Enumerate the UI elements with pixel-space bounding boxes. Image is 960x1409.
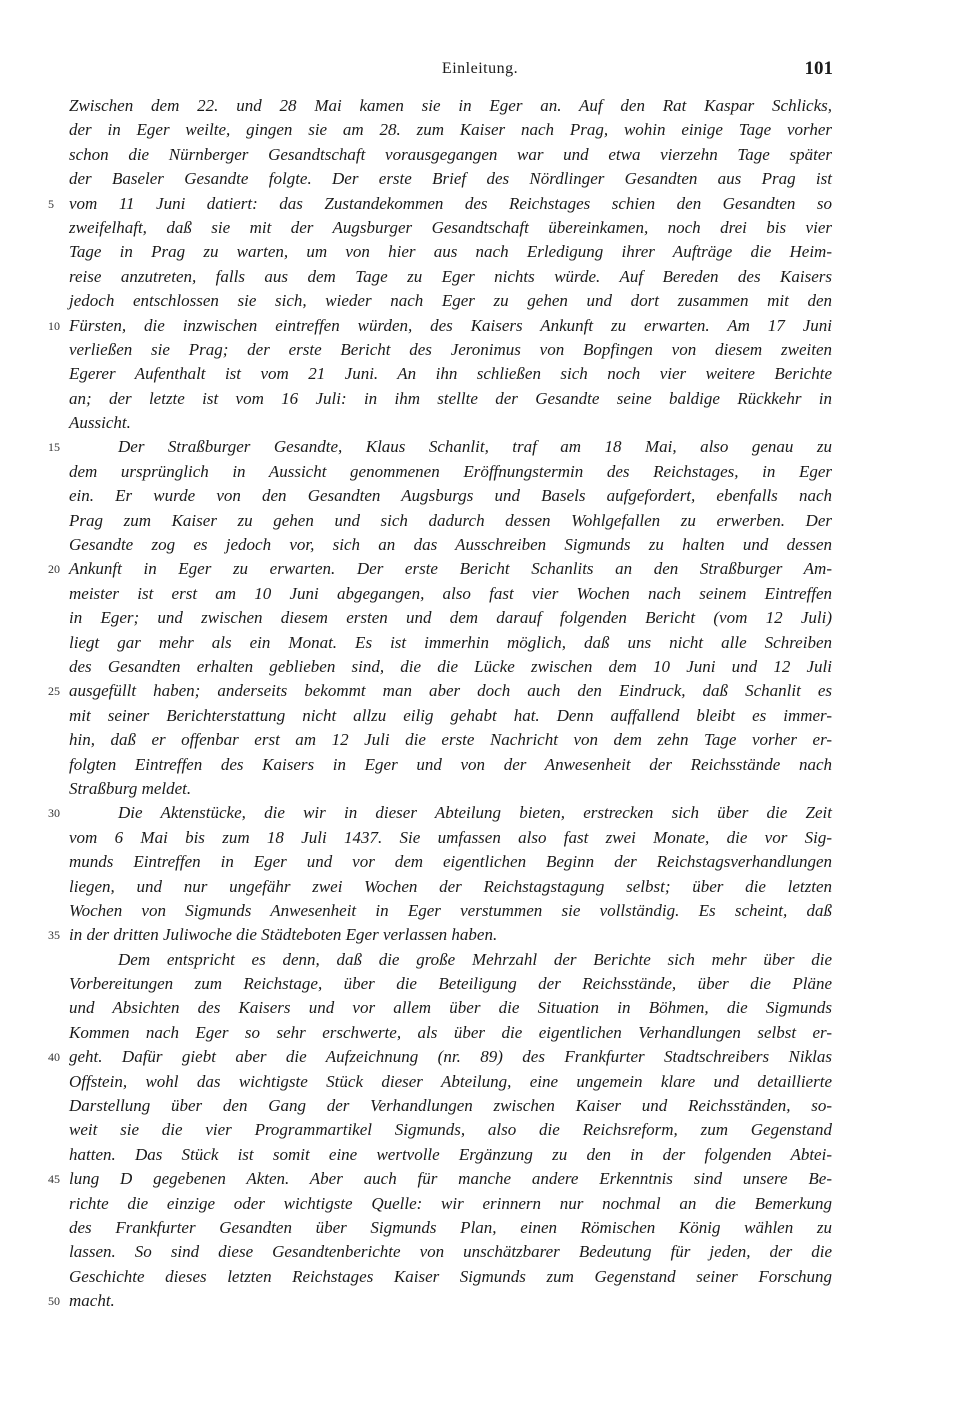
line-text: verließen sie Prag; der erste Bericht des Jeronimus von Bopfingen von diesem zweiten — [69, 339, 832, 359]
text-line — [0, 631, 960, 655]
line-text: mit seiner Berichterstattung nicht allzu eilig gehabt hat. Denn auffallend bleibt es immer- — [69, 705, 832, 725]
text-line — [0, 265, 960, 289]
text-line — [0, 192, 960, 216]
text-line — [0, 996, 960, 1020]
line-text: Zwischen dem 22. und 28 Mai kamen sie in Eger an. Auf den Rat Kaspar Schlicks, — [69, 96, 832, 115]
line-text: schon die Nürnberger Gesandtschaft vorausgegangen war und etwa vierzehn Tage später — [69, 144, 832, 164]
line-text: Kommen nach Eger so sehr erschwerte, als über die eigentlichen Verhandlungen selbst er- — [69, 1022, 832, 1042]
line-text: Wochen von Sigmunds Anwesenheit in Eger verstummen sie vollständig. Es scheint, daß — [69, 900, 832, 920]
line-number: 25 — [48, 684, 60, 699]
text-line — [0, 1192, 960, 1216]
line-text: Egerer Aufenthalt ist vom 21 Juni. An ihn schließen sich noch vier weitere Berichte — [69, 364, 832, 384]
text-line — [0, 704, 960, 728]
line-text: liegen, und nur ungefähr zwei Wochen der Reichstagstagung selbst; über die letzten — [69, 876, 832, 896]
text-line — [0, 216, 960, 240]
text-line — [0, 338, 960, 362]
line-text: Der Straßburger Gesandte, Klaus Schanlit, traf am 18 Mai, also genau zu — [118, 437, 832, 457]
line-text: Tage in Prag zu warten, um von hier aus nach Erledigung ihrer Aufträge die Heim- — [69, 242, 832, 262]
text-line — [0, 899, 960, 923]
line-text: macht. — [69, 1291, 115, 1311]
line-number: 50 — [48, 1294, 60, 1309]
text-line — [0, 1118, 960, 1142]
line-text: hatten. Das Stück ist somit eine wertvolle Ergänzung zu den in der folgenden Abtei- — [69, 1144, 832, 1164]
text-line — [0, 1070, 960, 1094]
line-text: des Frankfurter Gesandten über Sigmunds Plan, einen Römischen König wählen zu — [69, 1217, 832, 1237]
line-number: 15 — [48, 440, 60, 455]
text-line — [0, 1265, 960, 1289]
line-text: Aussicht. — [69, 413, 131, 433]
line-text: Prag zum Kaiser zu gehen und sich dadurch dessen Wohlgefallen zu erwerben. Der — [69, 510, 832, 530]
line-text: hin, daß er offenbar erst am 12 Juli die erste Nachricht von dem zehn Tage vorher er- — [69, 730, 832, 750]
text-line — [0, 1021, 960, 1045]
line-text: vom 6 Mai bis zum 18 Juli 1437. Sie umfassen also fast zwei Monate, die vor Sig- — [69, 827, 832, 847]
text-line — [0, 509, 960, 533]
text-line — [0, 460, 960, 484]
line-text: Fürsten, die inzwischen eintreffen würden, des Kaisers Ankunft zu erwarten. Am 17 Juni — [69, 315, 832, 335]
line-text: lung D gegebenen Akten. Aber auch für manche andere Erkenntnis sind unsere Be- — [69, 1169, 832, 1189]
text-line — [0, 167, 960, 191]
text-line — [0, 1167, 960, 1191]
text-line — [0, 240, 960, 264]
body-text — [0, 94, 960, 1314]
text-line — [0, 387, 960, 411]
line-text: des Gesandten erhalten geblieben sind, die die Lücke zwischen dem 10 Juni und 12 Juli — [69, 656, 832, 676]
text-line — [0, 411, 960, 435]
text-line — [0, 655, 960, 679]
line-text: weit sie die vier Programmartikel Sigmunds, also die Reichsreform, zum Gegenstand — [69, 1120, 832, 1140]
line-text: Geschichte dieses letzten Reichstages Kaiser Sigmunds zum Gegenstand seiner Forschung — [69, 1266, 832, 1286]
line-number: 20 — [48, 562, 60, 577]
text-line — [0, 533, 960, 557]
line-text: Dem entspricht es denn, daß die große Mehrzahl der Berichte sich mehr über die — [118, 949, 832, 969]
running-head-title: Einleitung. — [441, 60, 519, 77]
line-text: in Eger; und zwischen diesem ersten und dem darauf folgenden Bericht (vom 12 Juli) — [69, 608, 832, 628]
text-line — [0, 826, 960, 850]
text-line — [0, 875, 960, 899]
text-line — [0, 1094, 960, 1118]
line-number: 40 — [48, 1050, 60, 1065]
text-line — [0, 777, 960, 801]
text-line — [0, 1045, 960, 1069]
line-text: folgten Eintreffen des Kaisers in Eger und von der Anwesenheit der Reichsstände nach — [69, 754, 832, 774]
line-text: ausgefüllt haben; anderseits bekommt man aber doch auch den Eindruck, daß Schanlit es — [69, 681, 832, 701]
text-line — [0, 728, 960, 752]
text-line — [0, 972, 960, 996]
line-number: 5 — [48, 196, 54, 211]
line-text: jedoch entschlossen sie sich, wieder nach Eger zu gehen und dort zusammen mit den — [69, 291, 832, 311]
text-line — [0, 1143, 960, 1167]
text-line — [0, 1240, 960, 1264]
line-text: der Baseler Gesandte folgte. Der erste Brief des Nördlinger Gesandten aus Prag ist — [69, 169, 832, 189]
line-text: ein. Er wurde von den Gesandten Augsburgs und Basels aufgefordert, ebenfalls nach — [69, 486, 832, 506]
line-text: Die Aktenstücke, die wir in dieser Abteilung bieten, erstrecken sich über die Zeit — [118, 803, 832, 823]
line-text: reise anzutreten, falls aus dem Tage zu Eger nichts würde. Auf Bereden des Kaisers — [69, 266, 832, 286]
line-text: Darstellung über den Gang der Verhandlungen zwischen Kaiser und Reichsständen, so- — [69, 1096, 832, 1116]
line-number: 45 — [48, 1172, 60, 1187]
text-line — [0, 1289, 960, 1313]
text-line — [0, 484, 960, 508]
text-line — [0, 557, 960, 581]
running-head — [0, 58, 960, 86]
line-text: Straßburg meldet. — [69, 778, 192, 798]
text-line — [0, 143, 960, 167]
line-text: munds Eintreffen in Eger und vor dem eigentlichen Beginn der Reichstagsverhandlungen — [69, 852, 832, 872]
line-number: 10 — [48, 318, 60, 333]
text-line — [0, 850, 960, 874]
text-line — [0, 94, 960, 118]
page-number: 101 — [804, 58, 833, 79]
line-text: liegt gar mehr als ein Monat. Es ist immerhin möglich, daß uns nicht alle Schreiben — [69, 632, 832, 652]
line-text: vom 11 Juni datiert: das Zustandekommen des Reichstages schien den Gesandten so — [69, 193, 832, 213]
text-line — [0, 435, 960, 459]
line-text: Vorbereitungen zum Reichstage, über die Beteiligung der Reichsstände, über die Pläne — [69, 974, 832, 994]
text-line — [0, 679, 960, 703]
line-number: 35 — [48, 928, 60, 943]
line-text: richte die einzige oder wichtigste Quelle: wir erinnern nur nochmal an die Bemerkung — [69, 1193, 832, 1213]
text-line — [0, 753, 960, 777]
text-line — [0, 362, 960, 386]
text-line — [0, 118, 960, 142]
text-line — [0, 606, 960, 630]
line-text: Offstein, wohl das wichtigste Stück dieser Abteilung, eine ungemein klare und detaillierte — [69, 1071, 832, 1091]
line-text: zweifelhaft, daß sie mit der Augsburger Gesandtschaft übereinkamen, noch drei bis vier — [69, 217, 832, 237]
line-text: und Absichten des Kaisers und vor allem über die Situation in Böhmen, die Sigmunds — [69, 998, 832, 1018]
line-text: Gesandte zog es jedoch vor, sich an das Ausschreiben Sigmunds zu halten und dessen — [69, 535, 832, 555]
line-text: der in Eger weilte, gingen sie am 28. zum Kaiser nach Prag, wohin einige Tage vorher — [69, 120, 832, 140]
line-text: meister ist erst am 10 Juni abgegangen, also fast vier Wochen nach seinem Eintreffen — [69, 583, 832, 603]
line-text: Ankunft in Eger zu erwarten. Der erste Bericht Schanlits an den Straßburger Am- — [69, 559, 832, 579]
line-text: geht. Dafür giebt aber die Aufzeichnung (nr. 89) des Frankfurter Stadtschreibers Niklas — [69, 1047, 832, 1067]
text-line — [0, 289, 960, 313]
line-text: dem ursprünglich in Aussicht genommenen Eröffnungstermin des Reichstages, in Eger — [69, 461, 832, 481]
text-line — [0, 582, 960, 606]
text-line — [0, 314, 960, 338]
line-text: in der dritten Juliwoche die Städteboten Eger verlassen haben. — [69, 925, 498, 945]
line-number: 30 — [48, 806, 60, 821]
line-text: lassen. So sind diese Gesandtenberichte von unschätzbarer Bedeutung für jeden, der die — [69, 1242, 832, 1262]
text-line — [0, 923, 960, 947]
line-text: an; der letzte ist vom 16 Juli: in ihm stellte der Gesandte seine baldige Rückkehr in — [69, 388, 832, 408]
text-line — [0, 948, 960, 972]
text-line — [0, 801, 960, 825]
text-line — [0, 1216, 960, 1240]
